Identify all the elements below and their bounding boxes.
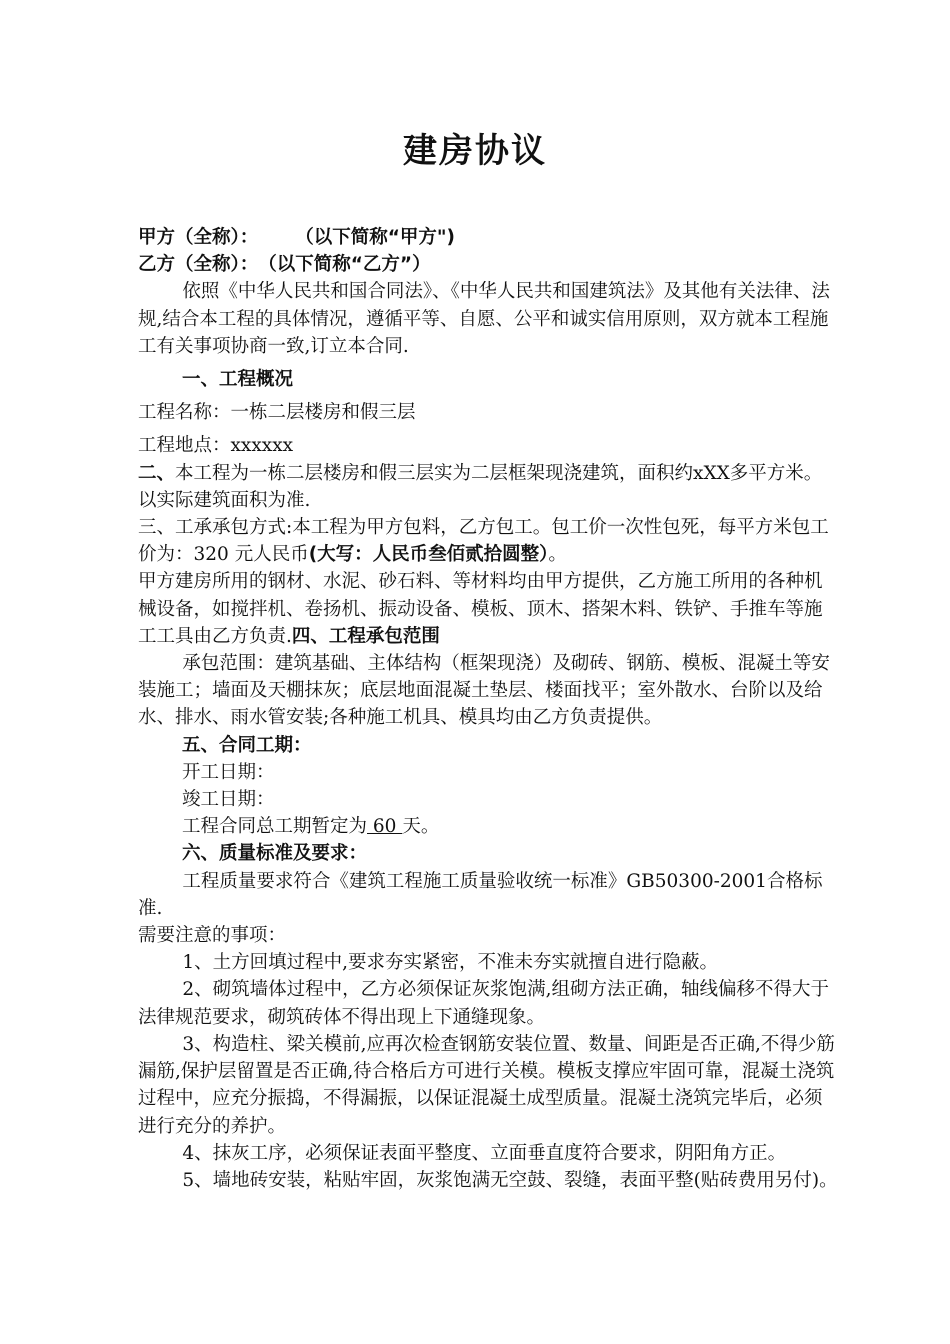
section-1-heading: 一、工程概况 [182, 369, 294, 391]
start-date: 开工日期： [182, 761, 275, 783]
materials-text: 甲方建房所用的钢材、水泥、砂石料、等材料均由甲方提供，乙方施工所用的各种机械设备，如搅拌机、卷扬机、振动设备、模板、顶木、搭架木料、铁铲、手推车等施工工具由乙方负责. [138, 571, 823, 647]
section-3-text: 三、工承承包方式:本工程为甲方包料，乙方包工。包工价一次性包死，每平方米包工价为：320 元人民币 [138, 517, 829, 566]
document-body [138, 224, 838, 1194]
duration-prefix: 工程合同总工期暂定为 [182, 816, 368, 838]
party-a-line: 甲方（全称）： （以下简称“甲方") [138, 227, 456, 248]
note-3: 3、构造柱、梁关模前,应再次检查钢筋安装位置、数量、间距是否正确,不得少筋漏筋,保护层留置是否正确,待合格后方可进行关模。模板支撑应牢固可靠，混凝土浇筑过程中，应充分振捣，不得漏振，以保证混凝土成型质量。混凝土浇筑完毕后，必须进行充分的养护。 [138, 1033, 835, 1137]
note-2: 2、砌筑墙体过程中，乙方必须保证灰浆饱满,组砌方法正确，轴线偏移不得大于法律规范要求，砌筑砖体不得出现上下通缝现象。 [138, 979, 830, 1028]
preamble-paragraph: 依照《中华人民共和国合同法》、《中华人民共和国建筑法》及其他有关法律、法规,结合本工程的具体情况，遵循平等、自愿、公平和诚实信用原则，双方就本工程施工有关事项协商一致,订立本合同. [138, 281, 830, 357]
notes-heading: 需要注意的事项： [138, 925, 287, 947]
duration-suffix: 天。 [402, 816, 440, 838]
section-3-paragraph [138, 514, 838, 568]
document-title: 建房协议 [403, 131, 547, 171]
project-location: 工程地点：xxxxxx [138, 435, 294, 457]
duration-days: 60 [367, 816, 403, 838]
note-5: 5、墙地砖安装，粘贴牢固，灰浆饱满无空鼓、裂缝，表面平整(贴砖费用另付)。 [182, 1169, 838, 1191]
section-3-amount-end: 。 [548, 544, 567, 566]
duration-line [138, 813, 838, 840]
note-1: 1、土方回填过程中,要求夯实紧密，不准未夯实就擅自进行隐蔽。 [182, 952, 719, 974]
party-b-line: 乙方（全称）： （以下简称“乙方”） [138, 254, 431, 276]
section-2-prefix: 二、 [138, 462, 176, 484]
quality-standard: 工程质量要求符合《建筑工程施工质量验收统一标准》GB50300-2001合格标准. [138, 870, 823, 919]
section-2-paragraph [138, 460, 838, 514]
section-5-heading: 五、合同工期： [182, 734, 312, 756]
section-3-amount-caps: (大写：人民币叁佰贰拾圆整） [308, 544, 549, 566]
note-4: 4、抹灰工序，必须保证表面平整度、立面垂直度符合要求，阴阳角方正。 [182, 1142, 787, 1164]
scope-paragraph: 承包范围：建筑基础、主体结构（框架现浇）及砌砖、钢筋、模板、混凝土等安装施工；墙面及天棚抹灰；底层地面混凝土垫层、楼面找平；室外散水、台阶以及给水、排水、雨水管安装;各种施工机具、模具均由乙方负责提供。 [138, 653, 830, 729]
section-2-text: 本工程为一栋二层楼房和假三层实为二层框架现浇建筑，面积约xXX多平方米。 以实际建筑面积为准. [138, 462, 823, 511]
end-date: 竣工日期： [182, 789, 275, 811]
project-name: 工程名称：一栋二层楼房和假三层 [138, 402, 416, 424]
section-6-heading: 六、质量标准及要求： [182, 843, 368, 865]
materials-paragraph [138, 568, 838, 650]
section-4-heading: 四、工程承包范围 [291, 625, 440, 647]
